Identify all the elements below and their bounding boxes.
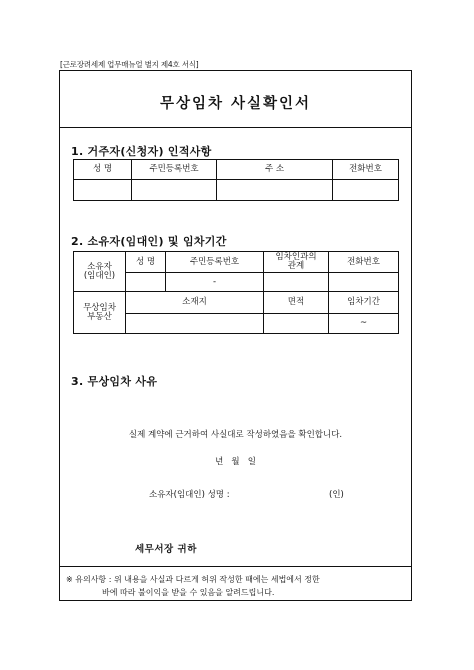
title-row (60, 71, 411, 128)
tax-office-addressee: 세무서장 귀하 (135, 544, 197, 555)
header-relationship: 임차인과의 관계 (264, 252, 329, 273)
header-owner-phone: 전화번호 (329, 252, 399, 273)
owner-property-table (73, 251, 399, 334)
header-name: 성 명 (74, 160, 132, 180)
header-phone: 전화번호 (333, 160, 399, 180)
form-caption: [근로장려세제 업무매뉴얼 별지 제4호 서식] (60, 60, 199, 69)
resident-info-table (73, 159, 399, 201)
resident-rrn-field[interactable] (132, 180, 217, 201)
header-rrn: 주민등록번호 (132, 160, 217, 180)
header-lease-period: 임차기간 (329, 292, 399, 314)
seal-mark: (인) (329, 490, 344, 500)
reason-field[interactable] (73, 389, 398, 429)
confirmation-text: 실제 계약에 근거하여 사실대로 작성하였음을 확인합니다. (128, 430, 343, 440)
notice-line-2: 바에 따라 불이익을 받을 수 있음을 알려드립니다. (102, 588, 275, 597)
signature-label: 소유자(임대인) 성명 : (149, 490, 230, 500)
date-line: 년 월 일 (215, 457, 256, 467)
header-owner-name: 성 명 (126, 252, 166, 273)
section1-heading: 1. 거주자(신청자) 인적사항 (71, 145, 212, 158)
notice-text (66, 573, 320, 599)
resident-address-field[interactable] (217, 180, 333, 201)
section2-heading: 2. 소유자(임대인) 및 임차기간 (71, 235, 227, 248)
notice-line-1: ※ 유의사항 : 위 내용을 사실과 다르게 허위 작성한 때에는 세법에서 정한 (66, 575, 320, 584)
owner-name-field[interactable] (126, 273, 166, 292)
lease-period-field[interactable]: ~ (329, 314, 399, 334)
signature-field[interactable] (252, 484, 322, 500)
header-address: 주 소 (217, 160, 333, 180)
owner-phone-field[interactable] (329, 273, 399, 292)
property-label: 무상임차 부동산 (74, 292, 126, 334)
area-field[interactable] (264, 314, 329, 334)
header-owner-rrn: 주민등록번호 (166, 252, 264, 273)
header-location: 소재지 (126, 292, 264, 314)
header-area: 면적 (264, 292, 329, 314)
notice-row (60, 566, 411, 603)
confirmation-form (59, 70, 412, 601)
resident-name-field[interactable] (74, 180, 132, 201)
owner-label: 소유자 (임대인) (74, 252, 126, 292)
relationship-field[interactable] (264, 273, 329, 292)
form-title: 무상임차 사실확인서 (159, 96, 312, 112)
resident-phone-field[interactable] (333, 180, 399, 201)
section3-heading: 3. 무상임차 사유 (71, 375, 158, 388)
location-field[interactable] (126, 314, 264, 334)
owner-rrn-field[interactable]: - (166, 273, 264, 292)
